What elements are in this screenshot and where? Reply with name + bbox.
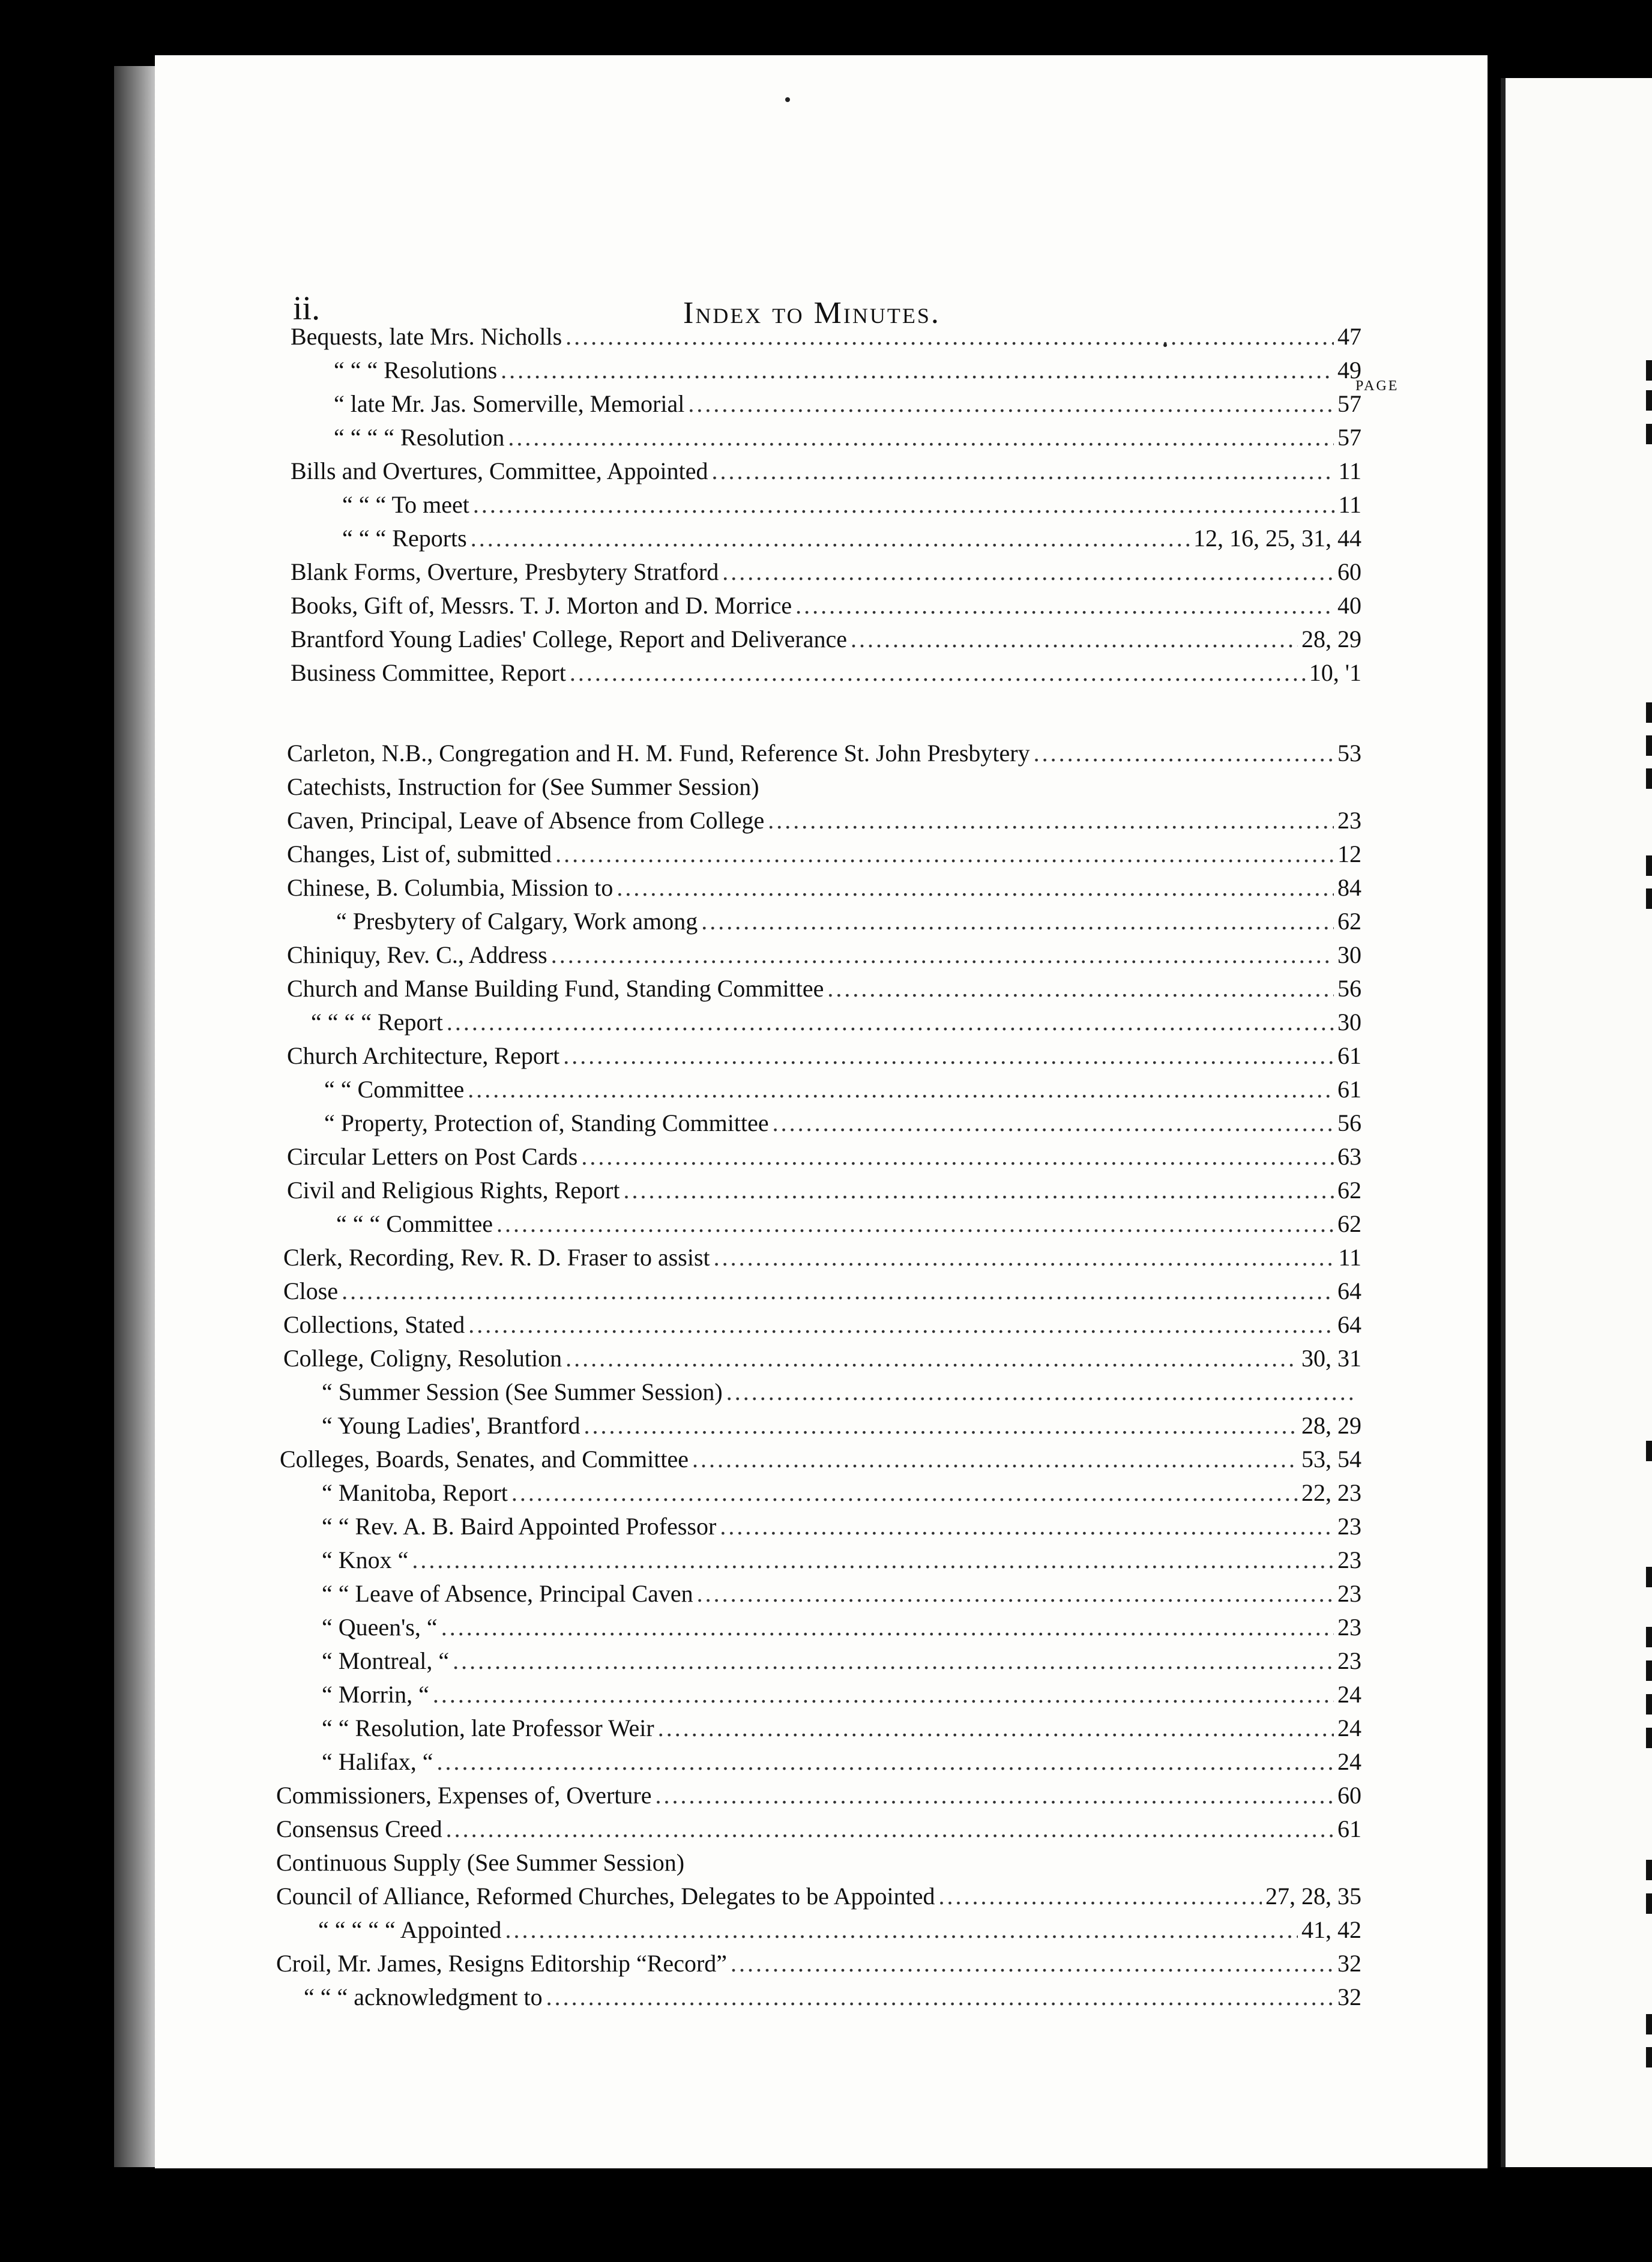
- index-entry-page: 30: [1337, 941, 1361, 968]
- dot-leader: [768, 804, 1334, 837]
- dot-leader: [658, 1712, 1334, 1745]
- index-entry: [322, 1611, 1361, 1644]
- index-entry: [322, 1510, 1361, 1543]
- index-entry: [342, 489, 1361, 521]
- index-entry-text: “ “ “ Resolutions: [334, 357, 498, 384]
- index-entry: [324, 1107, 1361, 1139]
- index-entry-page: 23: [1337, 1647, 1361, 1674]
- index-entry-page: 62: [1337, 1177, 1361, 1204]
- facing-page-mark: [1646, 1567, 1652, 1587]
- index-entry-page: 10, '1: [1309, 659, 1361, 686]
- dot-leader: [623, 1174, 1334, 1207]
- dot-leader: [433, 1678, 1334, 1711]
- index-entry-text: Carleton, N.B., Congregation and H. M. Fund, Reference St. John Presbytery: [287, 740, 1030, 767]
- index-entry-text: Consensus Creed: [276, 1815, 442, 1842]
- index-entry-text: “ “ “ “ Report: [311, 1009, 443, 1036]
- index-entry-page: 28, 29: [1301, 626, 1361, 653]
- facing-page-mark: [1646, 1694, 1652, 1715]
- dot-leader: [714, 1241, 1335, 1274]
- index-entry-page: 63: [1337, 1143, 1361, 1170]
- dot-leader: [827, 973, 1334, 1005]
- facing-page-mark: [1646, 360, 1652, 381]
- facing-page-mark: [1646, 1893, 1652, 1914]
- index-entry: [283, 1275, 1361, 1307]
- index-entry: [291, 590, 1361, 622]
- index-entry-text: “ Presbytery of Calgary, Work among: [336, 908, 698, 935]
- dot-leader: [441, 1611, 1334, 1644]
- index-entry-text: Croil, Mr. James, Resigns Editorship “Record”: [276, 1950, 728, 1977]
- index-entry-text: “ Montreal, “: [322, 1647, 450, 1674]
- index-entry: [291, 455, 1361, 487]
- index-entry: [318, 1914, 1361, 1946]
- print-speck: [785, 97, 790, 102]
- index-entry-text: Clerk, Recording, Rev. R. D. Fraser to assist: [283, 1244, 710, 1271]
- index-entry-page: 22, 23: [1301, 1479, 1361, 1506]
- book-spine: [114, 66, 156, 2167]
- index-entry-page: 57: [1337, 390, 1361, 417]
- index-entry: [322, 1477, 1361, 1509]
- index-entry-text: “ Halifax, “: [322, 1748, 433, 1775]
- index-entry-page: 41, 42: [1301, 1916, 1361, 1943]
- dot-leader: [565, 1342, 1298, 1375]
- index-entry-page: 61: [1337, 1076, 1361, 1103]
- index-entry-page: 64: [1337, 1311, 1361, 1338]
- dot-leader: [701, 905, 1334, 938]
- dot-leader: [511, 1477, 1298, 1509]
- index-entry: [276, 1947, 1361, 1980]
- index-entry-text: Blank Forms, Overture, Presbytery Stratford: [291, 558, 719, 585]
- dot-leader: [508, 421, 1334, 454]
- index-entry: [287, 939, 1361, 971]
- page-column-heading: PAGE: [1355, 378, 1399, 394]
- dot-leader: [584, 1410, 1298, 1442]
- index-entry-page: 12, 16, 25, 31, 44: [1193, 525, 1361, 552]
- index-entry-text: Bequests, late Mrs. Nicholls: [291, 323, 562, 350]
- index-entry-text: Business Committee, Report: [291, 659, 566, 686]
- dot-leader: [655, 1779, 1334, 1812]
- index-entry: [283, 1241, 1361, 1274]
- index-entry-page: 56: [1337, 975, 1361, 1002]
- index-entry: [287, 838, 1361, 870]
- index-entry-text: College, Coligny, Resolution: [283, 1345, 562, 1372]
- dot-leader: [688, 388, 1334, 420]
- index-entry-text: Continuous Supply (See Summer Session): [276, 1849, 685, 1876]
- dot-leader: [581, 1141, 1334, 1173]
- index-entry-page: 23: [1337, 1580, 1361, 1607]
- index-entry: [311, 1006, 1361, 1039]
- index-entry-text: “ late Mr. Jas. Somerville, Memorial: [334, 390, 685, 417]
- index-entry-page: 62: [1337, 908, 1361, 935]
- dot-leader: [505, 1914, 1298, 1946]
- print-speck: [1163, 343, 1167, 347]
- index-entry: [304, 1981, 1361, 2013]
- dot-leader: [546, 1981, 1334, 2013]
- index-entry-text: “ Property, Protection of, Standing Committee: [324, 1109, 769, 1136]
- facing-page-mark: [1646, 1660, 1652, 1681]
- index-entry: [342, 522, 1361, 555]
- index-entry-page: 61: [1337, 1815, 1361, 1842]
- index-entry-text: “ “ Leave of Absence, Principal Caven: [322, 1580, 693, 1607]
- index-entry: [334, 421, 1361, 454]
- index-entry-text: “ “ Rev. A. B. Baird Appointed Professor: [322, 1513, 717, 1540]
- index-entry-text: Chiniquy, Rev. C., Address: [287, 941, 547, 968]
- dot-leader: [496, 1208, 1334, 1240]
- index-entry-text: “ Queen's, “: [322, 1614, 438, 1641]
- index-entry: [322, 1746, 1361, 1778]
- index-entry-page: 53, 54: [1301, 1446, 1361, 1473]
- index-entry-text: “ Young Ladies', Brantford: [322, 1412, 580, 1439]
- index-entry-page: 49: [1337, 357, 1361, 384]
- index-page: [155, 55, 1488, 2168]
- index-entry-page: 23: [1337, 1546, 1361, 1573]
- index-entry: [322, 1645, 1361, 1677]
- facing-page-mark: [1646, 2047, 1652, 2067]
- facing-page-mark: [1646, 1441, 1652, 1461]
- dot-leader: [342, 1275, 1334, 1307]
- index-entry: [334, 388, 1361, 420]
- index-entry-page: 53: [1337, 740, 1361, 767]
- index-entry-page: 60: [1337, 558, 1361, 585]
- dot-leader: [570, 657, 1306, 689]
- index-entry: [287, 973, 1361, 1005]
- facing-page-mark: [1646, 1860, 1652, 1880]
- dot-leader: [720, 1510, 1334, 1543]
- dot-leader: [555, 838, 1334, 870]
- dot-leader: [939, 1880, 1262, 1913]
- index-entry-text: “ Summer Session (See Summer Session): [322, 1378, 723, 1405]
- index-entry-text: “ “ “ Committee: [336, 1210, 493, 1237]
- index-entry-text: “ “ Committee: [324, 1076, 465, 1103]
- index-entry-text: “ Manitoba, Report: [322, 1479, 508, 1506]
- dot-leader: [711, 455, 1334, 487]
- dot-leader: [501, 354, 1334, 387]
- dot-leader: [616, 872, 1334, 904]
- index-entry-text: Chinese, B. Columbia, Mission to: [287, 874, 613, 901]
- index-entry-page: 11: [1338, 457, 1361, 484]
- dot-leader: [1034, 737, 1334, 770]
- index-entry-page: 47: [1337, 323, 1361, 350]
- index-entry-text: “ “ “ Reports: [342, 525, 467, 552]
- facing-page-mark: [1646, 768, 1652, 789]
- facing-page-mark: [1646, 424, 1652, 444]
- index-entry: [287, 737, 1361, 770]
- facing-page-mark: [1646, 735, 1652, 756]
- facing-page-mark: [1646, 1627, 1652, 1647]
- index-entry-text: Books, Gift of, Messrs. T. J. Morton and D. Morrice: [291, 592, 792, 619]
- index-entry: [283, 1342, 1361, 1375]
- dot-leader: [551, 939, 1334, 971]
- index-entry-text: “ “ Resolution, late Professor Weir: [322, 1715, 654, 1742]
- index-entry: [324, 1073, 1361, 1106]
- index-entry: [280, 1443, 1361, 1476]
- dot-leader: [692, 1443, 1298, 1476]
- index-entry-text: Caven, Principal, Leave of Absence from College: [287, 807, 765, 834]
- index-entry: [322, 1712, 1361, 1745]
- index-entry: [276, 1880, 1361, 1913]
- index-entry-text: Bills and Overtures, Committee, Appointed: [291, 457, 708, 484]
- index-entry-text: Commissioners, Expenses of, Overture: [276, 1782, 652, 1809]
- index-entry-page: 32: [1337, 1983, 1361, 2010]
- index-entry-page: 84: [1337, 874, 1361, 901]
- dot-leader: [795, 590, 1334, 622]
- index-entry-page: 27, 28, 35: [1265, 1883, 1361, 1910]
- index-entry-page: 23: [1337, 807, 1361, 834]
- index-entry-page: 60: [1337, 1782, 1361, 1809]
- index-entry-page: 24: [1337, 1748, 1361, 1775]
- index-entry: [322, 1376, 1361, 1408]
- index-entry: [336, 1208, 1361, 1240]
- index-entry-text: Civil and Religious Rights, Report: [287, 1177, 620, 1204]
- index-entry-text: Changes, List of, submitted: [287, 840, 552, 867]
- index-entry: [287, 1174, 1361, 1207]
- dot-leader: [473, 489, 1335, 521]
- index-entry-text: Church Architecture, Report: [287, 1042, 560, 1069]
- facing-page-mark: [1646, 702, 1652, 723]
- dot-leader: [453, 1645, 1334, 1677]
- dot-leader: [773, 1107, 1334, 1139]
- index-entry-page: 62: [1337, 1210, 1361, 1237]
- index-entry: [287, 1141, 1361, 1173]
- page-title: Index to Minutes.: [683, 296, 941, 330]
- index-entry: [287, 872, 1361, 904]
- dot-leader: [563, 1040, 1334, 1072]
- dot-leader: [412, 1544, 1334, 1576]
- index-entry-text: Colleges, Boards, Senates, and Committee: [280, 1446, 689, 1473]
- index-entry-page: 61: [1337, 1042, 1361, 1069]
- index-entry-page: 12: [1337, 840, 1361, 867]
- dot-leader: [722, 556, 1334, 588]
- index-entry: [287, 771, 1361, 803]
- index-entry-text: “ “ “ “ Resolution: [334, 424, 505, 451]
- index-entry-page: 28, 29: [1301, 1412, 1361, 1439]
- index-entry: [287, 804, 1361, 837]
- facing-page-mark: [1646, 2014, 1652, 2034]
- dot-leader: [731, 1947, 1334, 1980]
- index-entry: [322, 1678, 1361, 1711]
- dot-leader: [726, 1376, 1358, 1408]
- index-entry-page: 64: [1337, 1277, 1361, 1304]
- index-entry-text: “ “ “ “ “ Appointed: [318, 1916, 502, 1943]
- index-entry-text: Brantford Young Ladies' College, Report and Deliverance: [291, 626, 847, 653]
- index-entries: [155, 55, 1488, 2168]
- index-entry: [291, 321, 1361, 353]
- index-entry-page: 11: [1338, 1244, 1361, 1271]
- index-entry-text: “ “ “ acknowledgment to: [304, 1983, 543, 2010]
- index-entry: [336, 905, 1361, 938]
- index-entry: [322, 1578, 1361, 1610]
- dot-leader: [565, 321, 1334, 353]
- index-entry: [283, 1309, 1361, 1341]
- index-entry: [276, 1813, 1361, 1845]
- index-entry: [291, 657, 1361, 689]
- dot-leader: [447, 1006, 1334, 1039]
- dot-leader: [436, 1746, 1334, 1778]
- index-entry-text: Circular Letters on Post Cards: [287, 1143, 578, 1170]
- dot-leader: [468, 1309, 1334, 1341]
- index-entry-page: 24: [1337, 1681, 1361, 1708]
- index-entry-text: Council of Alliance, Reformed Churches, Delegates to be Appointed: [276, 1883, 935, 1910]
- page-number: ii.: [293, 290, 321, 327]
- index-entry: [287, 1040, 1361, 1072]
- facing-page-edge: [1501, 78, 1652, 2167]
- index-entry-text: “ “ “ To meet: [342, 491, 469, 518]
- dot-leader: [446, 1813, 1334, 1845]
- index-entry-page: 30, 31: [1301, 1345, 1361, 1372]
- index-entry: [291, 556, 1361, 588]
- facing-page-mark: [1646, 888, 1652, 909]
- index-entry-page: 40: [1337, 592, 1361, 619]
- index-entry-text: “ Morrin, “: [322, 1681, 429, 1708]
- index-entry-page: 23: [1337, 1513, 1361, 1540]
- index-entry-text: Collections, Stated: [283, 1311, 465, 1338]
- index-entry-text: “ Knox “: [322, 1546, 409, 1573]
- index-entry-text: Catechists, Instruction for (See Summer Session): [287, 773, 759, 800]
- index-entry-page: 11: [1338, 491, 1361, 518]
- index-entry-page: 32: [1337, 1950, 1361, 1977]
- index-entry-page: 56: [1337, 1109, 1361, 1136]
- index-entry-text: Church and Manse Building Fund, Standing Committee: [287, 975, 824, 1002]
- index-entry: [322, 1410, 1361, 1442]
- dot-leader: [697, 1578, 1334, 1610]
- index-entry: [276, 1847, 1361, 1879]
- index-entry-page: 57: [1337, 424, 1361, 451]
- index-entry: [291, 623, 1361, 656]
- facing-page-mark: [1646, 390, 1652, 411]
- facing-page-mark: [1646, 855, 1652, 876]
- index-entry-page: 24: [1337, 1715, 1361, 1742]
- index-entry: [334, 354, 1361, 387]
- facing-page-mark: [1646, 1728, 1652, 1748]
- index-entry-page: 23: [1337, 1614, 1361, 1641]
- index-entry: [276, 1779, 1361, 1812]
- dot-leader: [471, 522, 1190, 555]
- index-entry: [322, 1544, 1361, 1576]
- index-entry-page: 30: [1337, 1009, 1361, 1036]
- dot-leader: [851, 623, 1298, 656]
- dot-leader: [468, 1073, 1334, 1106]
- index-entry-text: Close: [283, 1277, 339, 1304]
